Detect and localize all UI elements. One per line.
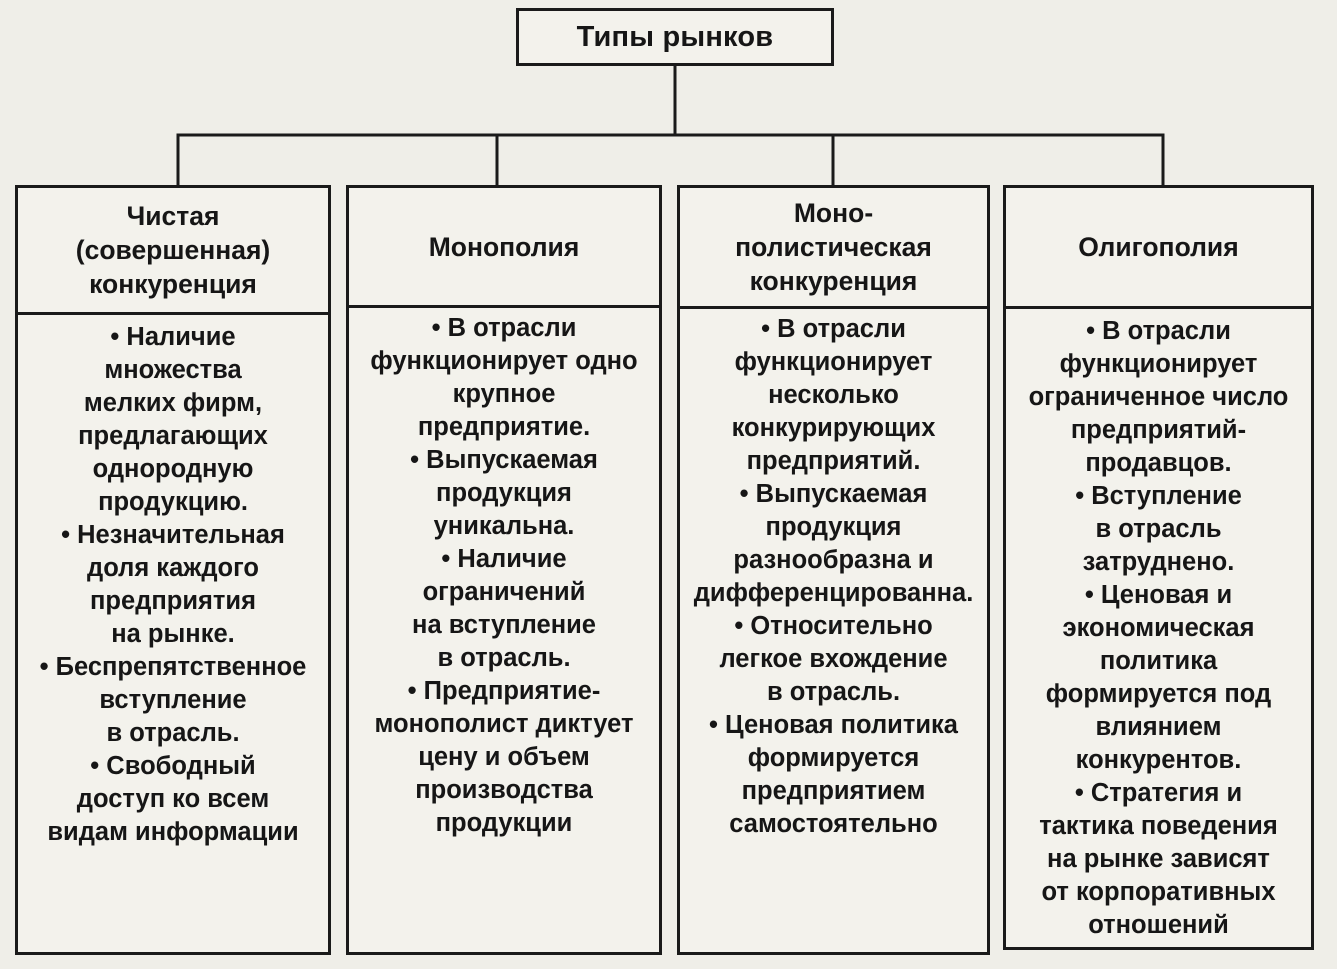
body-line: производства: [415, 776, 593, 804]
body-line: уникальна.: [433, 512, 575, 540]
body-line: крупное: [452, 380, 556, 408]
body-line: в отрасль.: [766, 678, 901, 706]
body-line: предприятие.: [417, 413, 591, 441]
body-line: цену и объем: [418, 743, 590, 771]
body-line: формируется: [747, 744, 920, 772]
body-line: отношений: [1088, 911, 1229, 939]
body-line: политика: [1099, 647, 1218, 675]
body-line: экономическая: [1062, 614, 1255, 642]
body-line: предприятий.: [746, 447, 921, 475]
column-title: Монополия: [428, 231, 580, 262]
body-line: на рынке зависят: [1047, 845, 1270, 873]
body-line: конкурирующих: [731, 414, 936, 442]
body-line: • Стратегия и: [1074, 779, 1243, 807]
body-line: предприятия: [90, 587, 256, 615]
column-monopolistic-competition: [677, 185, 990, 955]
body-line: функционирует: [1059, 350, 1258, 378]
body-line: разнообразна и: [733, 546, 934, 574]
body-line: формируется под: [1045, 680, 1272, 708]
body-line: продукция: [436, 479, 572, 507]
body-line: ограниченное число: [1028, 383, 1289, 411]
column-title: Чистая (совершенная) конкуренция: [75, 201, 271, 299]
body-line: конкурентов.: [1075, 746, 1242, 774]
column-header: [680, 188, 987, 309]
body-line: • Незначительная: [61, 521, 285, 549]
column-oligopoly: [1003, 185, 1314, 950]
column-body: [18, 315, 328, 952]
body-line: • Выпускаемая: [739, 480, 928, 508]
column-perfect-competition: [15, 185, 331, 955]
body-line: в отрасль.: [106, 719, 240, 747]
body-line: вступление: [99, 686, 247, 714]
body-line: монополист диктует: [374, 710, 634, 738]
body-line: • Ценовая и: [1084, 581, 1233, 609]
body-line: предприятием: [741, 777, 926, 805]
diagram-title-box: [516, 8, 834, 66]
body-line: самостоятельно: [729, 810, 938, 838]
column-header: [18, 188, 328, 315]
body-line: в отрасль: [1095, 515, 1222, 543]
body-line: предлагающих: [78, 422, 268, 450]
body-line: доступ ко всем: [76, 785, 270, 813]
body-line: • В отрасли: [761, 315, 906, 343]
column-body: [680, 309, 987, 952]
column-body: [1006, 309, 1311, 947]
column-header: [1006, 188, 1311, 309]
body-line: на вступление: [412, 611, 596, 639]
body-line: • Наличие: [110, 323, 236, 351]
body-line: ограничений: [422, 578, 586, 606]
diagram-title: Типы рынков: [576, 20, 774, 53]
body-line: • Относительно: [734, 612, 933, 640]
body-line: продавцов.: [1085, 449, 1232, 477]
body-line: тактика поведения: [1039, 812, 1278, 840]
body-line: функционирует: [734, 348, 933, 376]
body-line: влиянием: [1095, 713, 1222, 741]
body-line: • Ценовая политика: [709, 711, 958, 739]
body-line: затруднено.: [1082, 548, 1235, 576]
column-monopoly: [346, 185, 662, 955]
body-line: • В отрасли: [1086, 317, 1231, 345]
body-line: продукция: [765, 513, 902, 541]
column-title: Моно- полистическая конкуренция: [735, 198, 932, 296]
body-line: легкое вхождение: [719, 645, 948, 673]
body-line: доля каждого: [87, 554, 259, 582]
body-line: на рынке.: [111, 620, 235, 648]
body-line: от корпоративных: [1041, 878, 1276, 906]
body-line: • Свободный: [90, 752, 256, 780]
body-line: продукции: [435, 809, 573, 837]
body-line: однородную: [92, 455, 254, 483]
body-line: • В отрасли: [431, 314, 577, 342]
column-title: Олигополия: [1078, 232, 1239, 262]
body-line: • Вступление: [1075, 482, 1242, 510]
body-line: • Выпускаемая: [410, 446, 598, 474]
body-line: мелких фирм,: [83, 389, 263, 417]
body-line: дифференцированна.: [693, 579, 974, 607]
body-line: • Беспрепятственное: [39, 653, 307, 681]
body-line: • Предприятие-: [407, 677, 601, 705]
body-line: множества: [104, 356, 242, 384]
column-body: [349, 308, 659, 952]
body-line: несколько: [768, 381, 899, 409]
body-line: продукцию.: [98, 488, 248, 516]
body-line: предприятий-: [1070, 416, 1247, 444]
body-line: функционирует одно: [370, 347, 638, 375]
column-header: [349, 188, 659, 308]
body-line: видам информации: [47, 818, 299, 846]
body-line: • Наличие: [441, 545, 567, 573]
body-line: в отрасль.: [437, 644, 571, 672]
